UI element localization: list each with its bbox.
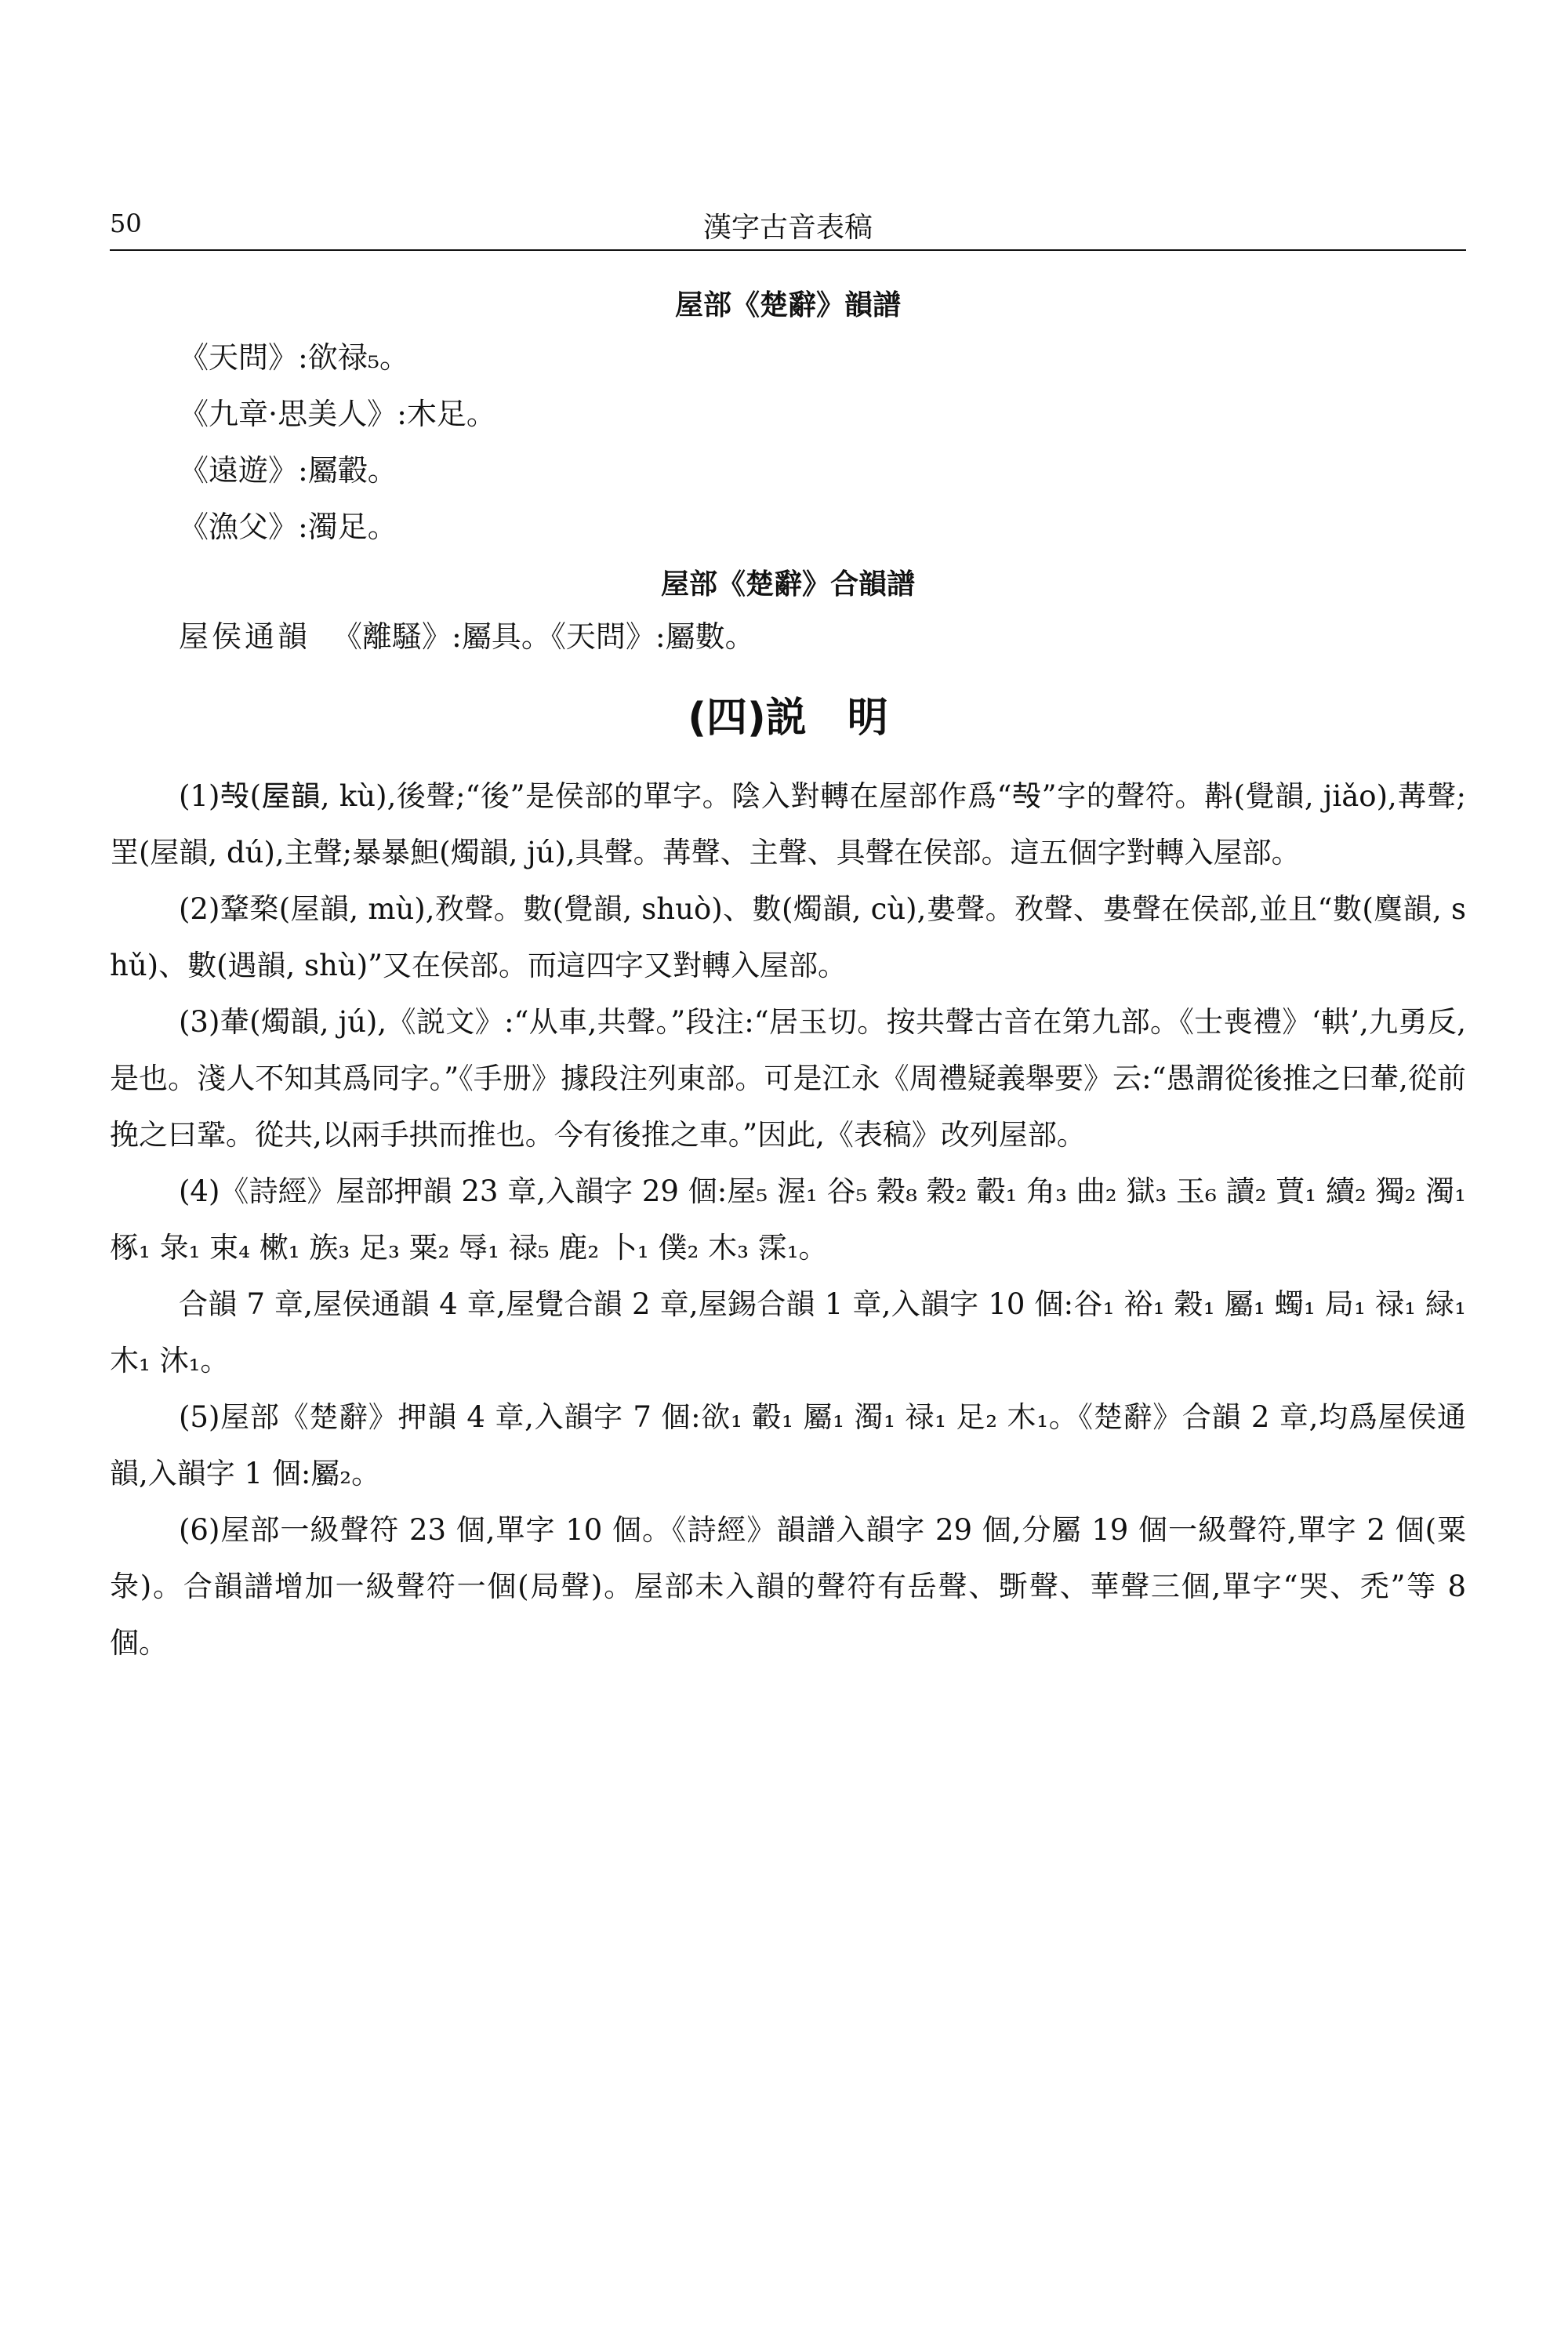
- page-number: 50: [110, 209, 142, 238]
- section-heading-chuci-rhyme: 屋部《楚辭》韻譜: [674, 289, 901, 321]
- explanation-paragraph: (5)屋部《楚辭》押韻 4 章,入韻字 7 個:欲₁ 轂₁ 屬₁ 濁₁ 禄₁ 足₂ 木₁。《楚辭》合韻 2 章,均爲屋侯通韻,入韻字 1 個:屬₂。: [110, 1400, 1466, 1490]
- section-heading-chuci-combined-rhyme: 屋部《楚辭》合韻譜: [660, 568, 915, 601]
- rhyme-line: 《遠遊》:屬轂。: [179, 453, 397, 488]
- explanation-paragraph: (3)輂(燭韻, jú),《説文》:“从車,共聲。”段注:“居玉切。按共聲古音在第九部。《士喪禮》‘輁’,九勇反,是也。淺人不知其爲同字。”《手册》據段注列東部。可是江永《周禮疑義舉要》云:“愚謂從後推之曰輂,從前挽之曰鞏。從共,以兩手拱而推也。今有後推之車。”因此,《表稿》改列屋部。: [110, 1005, 1466, 1152]
- page-body: [110, 282, 1466, 1671]
- explanation-paragraph: (1)𣪊(屋韻, kù),後聲;“後”是侯部的單字。陰入對轉在屋部作爲“𣪊”字的聲符。斠(覺韻, jiǎo),冓聲;罜(屋韻, dú),主聲;暴暴䱇(燭韻, jú),具聲。冓聲、主聲、具聲在侯部。這五個字對轉入屋部。: [110, 779, 1466, 869]
- combined-rhyme-line: [110, 608, 1466, 665]
- explanation-paragraph: (4)《詩經》屋部押韻 23 章,入韻字 29 個:屋₅ 渥₁ 谷₅ 穀₈ 穀₂ 轂₁ 角₃ 曲₂ 獄₃ 玉₆ 讀₂ 蕒₁ 續₂ 獨₂ 濁₁ 椓₁ 彔₁ 束₄ 樕₁ 族₃ 足₃ 粟₂ 辱₁ 禄₅ 鹿₂ 卜₁ 僕₂ 木₃ 霂₁。: [110, 1174, 1466, 1265]
- combined-rhyme-label: 屋侯通韻: [179, 619, 311, 654]
- rhyme-line: 《天問》:欲禄₅。: [179, 340, 410, 375]
- combined-rhyme-text: 《離騷》:屬具。《天問》:屬數。: [332, 619, 755, 654]
- rhyme-line: 《漁父》:濁足。: [179, 510, 397, 544]
- explanation-paragraph: 合韻 7 章,屋侯通韻 4 章,屋覺合韻 2 章,屋錫合韻 1 章,入韻字 10 個:谷₁ 裕₁ 穀₁ 屬₁ 蠋₁ 局₁ 禄₁ 緑₁ 木₁ 沐₁。: [110, 1287, 1466, 1377]
- header-rule: [110, 249, 1466, 251]
- rhyme-line: 《九章·思美人》:木足。: [179, 397, 496, 431]
- page-header: [110, 205, 1466, 249]
- explanation-paragraph: (6)屋部一級聲符 23 個,單字 10 個。《詩經》韻譜入韻字 29 個,分屬 19 個一級聲符,單字 2 個(粟彔)。合韻譜增加一級聲符一個(局聲)。屋部未入韻的聲符有岳聲、斲聲、華聲三個,單字“哭、禿”等 8 個。: [110, 1513, 1466, 1660]
- explanation-paragraph: (2)鞪楘(屋韻, mù),敄聲。數(覺韻, shuò)、數(燭韻, cù),婁聲。敄聲、婁聲在侯部,並且“數(麌韻, shǔ)、數(遇韻, shù)”又在侯部。而這四字又對轉入屋部。: [110, 892, 1466, 982]
- running-title: 漢字古音表稿: [702, 212, 873, 244]
- section-heading-explanation: (四)説 明: [688, 695, 888, 742]
